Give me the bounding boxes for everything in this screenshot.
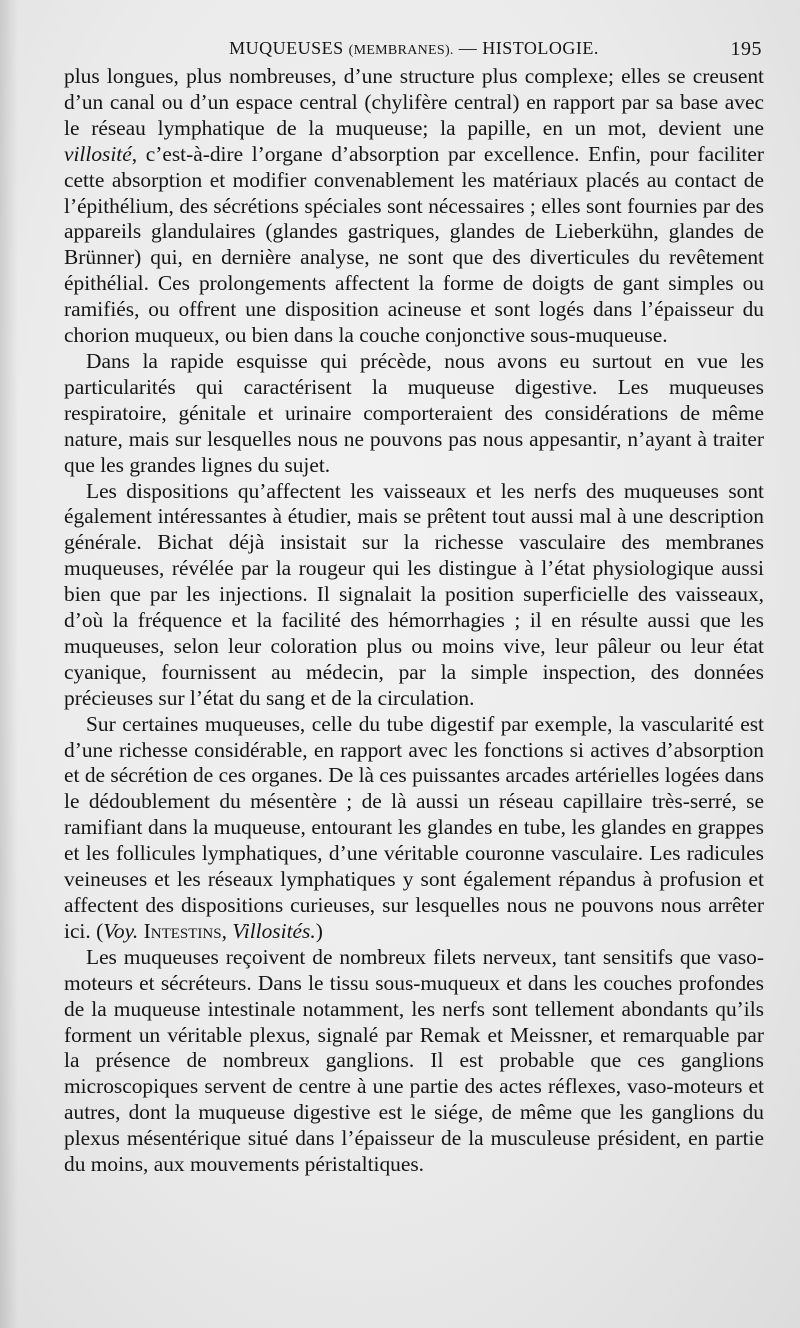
text-run: Les muqueuses reçoivent de nombreux filets nerveux, tant sensitifs que vaso-moteurs et sécréteurs. Dans le tissu sous-muqueux et dans les couches profondes de la muqueuse intestinale notamment, les nerfs sont tellement abondants qu’ils forment un véritable plexus, signalé par Remak et Meissner, et remarquable par la présence de nombreux ganglions. Il est probable que ces ganglions microscopiques servent de centre à une partie des actes réflexes, vaso-moteurs et autres, dont la muqueuse digestive est le siége, de même que les ganglions du plexus mésentérique situé dans l’épaisseur de la musculeuse président, en partie du moins, aux mouvements péristaltiques.	[64, 944, 764, 1177]
spine-shadow	[0, 0, 18, 1328]
paragraph	[64, 64, 764, 349]
text-run: Les dispositions qu’affectent les vaisseaux et les nerfs des muqueuses sont également intéressantes à étudier, mais se prêtent tout aussi mal à une description générale. Bichat déjà insistait sur la richesse vasculaire des membranes muqueuses, révélée par la rougeur qui les distingue à l’état physiologique aussi bien que par les injections. Il signalait la position superficielle des vaisseaux, d’où la fréquence et la facilité des hémorrhagies ; il en résulte aussi que les muqueuses, selon leur coloration plus ou moins vive, leur pâleur ou leur état cyanique, fournissent au médecin, par la simple inspection, des données précieuses sur l’état du sang et de la circulation.	[64, 478, 764, 710]
text-run: Dans la rapide esquisse qui précède, nous avons eu surtout en vue les particularités qui caractérisent la muqueuse digestive. Les muqueuses respiratoire, génitale et urinaire comporteraient des considérations de même nature, mais sur lesquelles nous ne pouvons pas nous appesantir, n’ayant à traiter que les grandes lignes du sujet.	[64, 348, 764, 477]
header-title: MUQUEUSES	[229, 38, 344, 58]
paragraph	[64, 712, 764, 945]
header-section: HISTOLOGIE.	[482, 38, 599, 58]
paragraph	[64, 479, 764, 712]
italic-term: Villosités.	[232, 918, 316, 943]
paragraph	[64, 945, 764, 1178]
page-number: 195	[730, 38, 762, 60]
body-text	[64, 64, 764, 1178]
italic-term: villosité	[64, 141, 132, 166]
text-run: Sur certaines muqueuses, celle du tube digestif par exemple, la vascularité est d’une richesse considérable, en rapport avec les fonctions si actives d’absorption et de sécrétion de ces organes. De là ces puissantes arcades artérielles logées dans le dédoublement du mésentère ; de là aussi un réseau capillaire très-serré, se ramifiant dans la muqueuse, entourant les glandes en tube, les glandes en grappes et les follicules lymphatiques, d’une véritable couronne vasculaire. Les radicules veineuses et les réseaux lymphatiques y sont également répandus à profusion et affectent des dispositions curieuses, sur lesquelles nous ne pouvons nous arrêter ici. (	[64, 711, 764, 943]
header-dash: —	[458, 38, 478, 58]
running-title	[229, 38, 599, 59]
text-run: )	[315, 918, 323, 943]
paragraph	[64, 349, 764, 479]
header-subtitle: (MEMBRANES).	[348, 43, 454, 58]
italic-term: Voy.	[103, 918, 139, 943]
running-header	[64, 30, 764, 64]
text-run: ,	[221, 918, 233, 943]
text-run: , c’est-à-dire l’organe d’absorption par excellence. Enfin, pour faciliter cette absorption et modifier convenablement les matériaux placés au contact de l’épithélium, des sécrétions spéciales sont nécessaires ; elles sont fournies par des appareils glandulaires (glandes gastriques, glandes de Lieberkühn, glandes de Brünner) qui, en dernière analyse, ne sont que des diverticules du revêtement épithélial. Ces prolongements affectent la forme de doigts de gant simples ou ramifiés, ou offrent une disposition acineuse et sont logés dans l’épaisseur du chorion muqueux, ou bien dans la couche conjonctive sous-muqueuse.	[64, 141, 764, 348]
smallcaps-term: Intestins	[143, 918, 222, 943]
text-run: plus longues, plus nombreuses, d’une structure plus complexe; elles se creusent d’un canal ou d’un espace central (chylifère central) en rapport par sa base avec le réseau lymphatique de la muqueuse; la papille, en un mot, devient une	[64, 64, 764, 140]
